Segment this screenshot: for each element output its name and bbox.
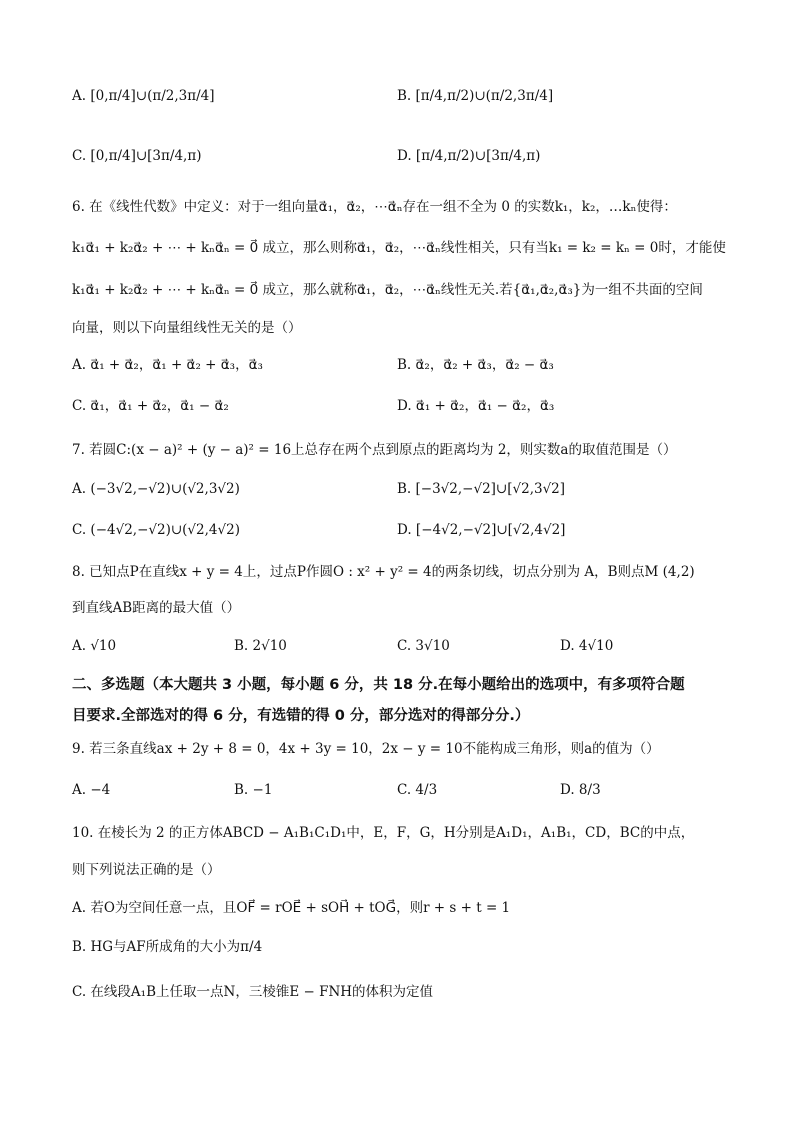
q7-stem: 7. 若圆C:(x − a)² + (y − a)² = 16上总存在两个点到原点的距离均为 2，则实数a的取值范围是（） — [72, 442, 677, 458]
q8-option-c: C. 3√10 — [397, 638, 450, 654]
q8-option-b: B. 2√10 — [234, 638, 287, 654]
q10-stem-line-1: 10. 在棱长为 2 的正方体ABCD − A₁B₁C₁D₁中，E，F，G，H分别是A₁D₁，A₁B₁，CD，BC的中点， — [72, 825, 695, 841]
q5-option-b: B. [π/4,π/2)∪(π/2,3π/4] — [397, 88, 554, 104]
q9-option-c: C. 4/3 — [397, 782, 438, 798]
q9-stem: 9. 若三条直线ax + 2y + 8 = 0，4x + 3y = 10，2x − y = 10不能构成三角形，则a的值为（） — [72, 741, 660, 757]
q6-stem-line-2: k₁α⃗₁ + k₂α⃗₂ + ⋯ + kₙα⃗ₙ = 0⃗ 成立，那么则称α⃗₁，α⃗₂，⋯α⃗ₙ线性相关，只有当k₁ = k₂ = kₙ = 0时，才能使 — [72, 240, 726, 256]
q8-stem-line-2: 到直线AB距离的最大值（） — [72, 600, 241, 616]
q9-option-a: A. −4 — [72, 782, 111, 798]
q5-option-d: D. [π/4,π/2)∪[3π/4,π) — [397, 148, 541, 164]
q9-option-d: D. 8/3 — [560, 782, 601, 798]
q6-option-d: D. α⃗₁ + α⃗₂，α⃗₁ − α⃗₂，α⃗₃ — [397, 398, 555, 414]
q6-option-b: B. α⃗₂，α⃗₂ + α⃗₃，α⃗₂ − α⃗₃ — [397, 357, 554, 373]
q10-option-c: C. 在线段A₁B上任取一点N，三棱锥E − FNH的体积为定值 — [72, 984, 434, 1000]
q10-option-a: A. 若O为空间任意一点，且OF⃗ = rOE⃗ + sOH⃗ + tOG⃗，则r + s + t = 1 — [72, 900, 511, 916]
q7-option-b: B. [−3√2,−√2]∪[√2,3√2] — [397, 481, 566, 497]
q6-option-c: C. α⃗₁，α⃗₁ + α⃗₂，α⃗₁ − α⃗₂ — [72, 398, 229, 414]
q5-option-a: A. [0,π/4]∪(π/2,3π/4] — [72, 88, 215, 104]
section-heading-line-2: 目要求.全部选对的得 6 分，有选错的得 0 分，部分选对的得部分分.） — [72, 708, 530, 724]
q7-option-d: D. [−4√2,−√2]∪[√2,4√2] — [397, 522, 566, 538]
q5-option-c: C. [0,π/4]∪[3π/4,π) — [72, 148, 202, 164]
q10-option-b: B. HG与AF所成角的大小为π/4 — [72, 939, 263, 955]
section-heading-line-1: 二、多选题（本大题共 3 小题，每小题 6 分，共 18 分.在每小题给出的选项中，有多项符合题 — [72, 677, 685, 693]
q7-option-c: C. (−4√2,−√2)∪(√2,4√2) — [72, 522, 240, 538]
q8-option-d: D. 4√10 — [560, 638, 614, 654]
q6-stem-line-3: k₁α⃗₁ + k₂α⃗₂ + ⋯ + kₙα⃗ₙ = 0⃗ 成立，那么就称α⃗₁，α⃗₂，⋯α⃗ₙ线性无关.若{α⃗₁,α⃗₂,α⃗₃}为一组不共面的空间 — [72, 282, 703, 298]
q6-stem-line-4: 向量，则以下向量组线性无关的是（） — [72, 320, 302, 336]
q8-stem-line-1: 8. 已知点P在直线x + y = 4上，过点P作圆O : x² + y² = 4的两条切线，切点分别为 A，B则点M (4,2) — [72, 564, 695, 580]
q10-stem-line-2: 则下列说法正确的是（） — [72, 862, 221, 878]
q6-stem-line-1: 6. 在《线性代数》中定义：对于一组向量α⃗₁，α⃗₂，⋯α⃗ₙ存在一组不全为 0 的实数k₁，k₂，…kₙ使得： — [72, 199, 677, 215]
q8-option-a: A. √10 — [72, 638, 117, 654]
q9-option-b: B. −1 — [234, 782, 273, 798]
q7-option-a: A. (−3√2,−√2)∪(√2,3√2) — [72, 481, 240, 497]
q6-option-a: A. α⃗₁ + α⃗₂，α⃗₁ + α⃗₂ + α⃗₃，α⃗₃ — [72, 357, 263, 373]
